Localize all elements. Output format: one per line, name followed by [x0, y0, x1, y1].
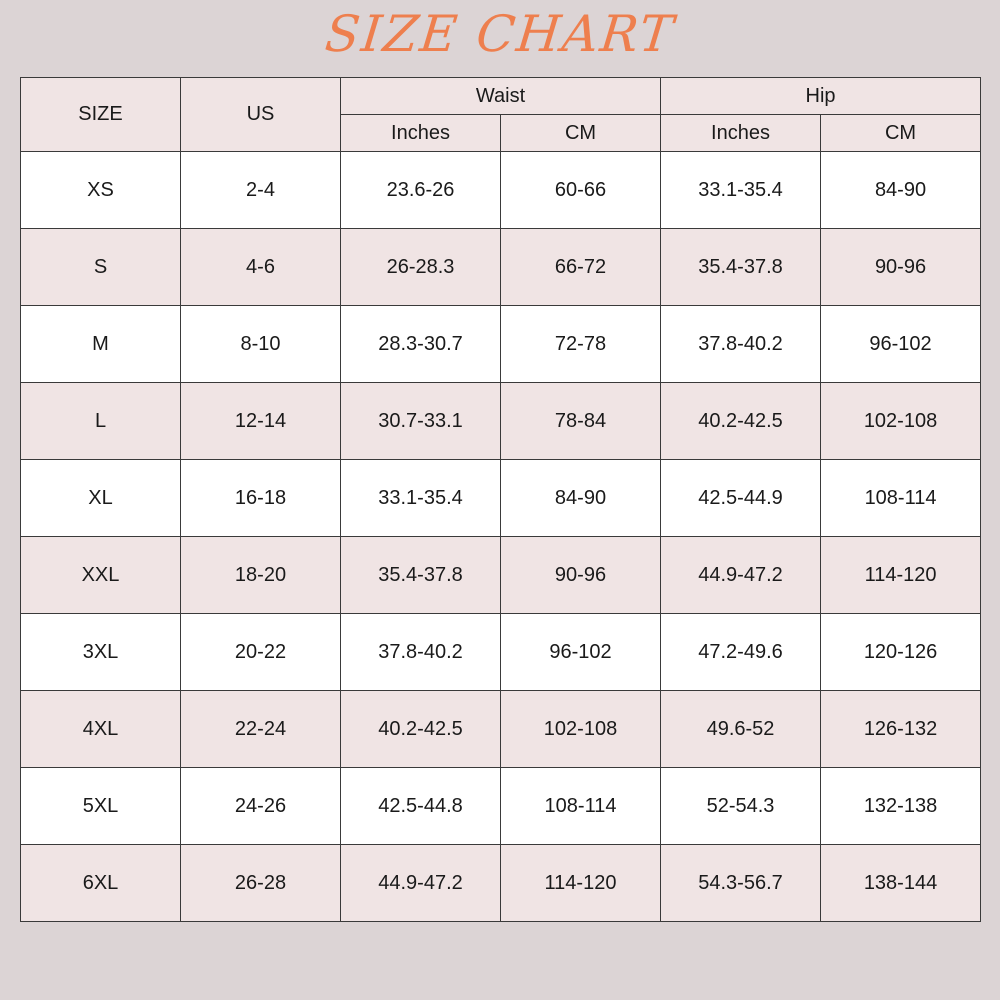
- cell-hip-inches: 40.2-42.5: [661, 383, 821, 460]
- cell-waist-inches: 23.6-26: [341, 152, 501, 229]
- cell-us: 8-10: [181, 306, 341, 383]
- cell-size: M: [21, 306, 181, 383]
- table-row: [21, 845, 981, 922]
- header-waist-inches: Inches: [341, 115, 501, 152]
- cell-size: L: [21, 383, 181, 460]
- header-waist-cm: CM: [501, 115, 661, 152]
- cell-hip-inches: 49.6-52: [661, 691, 821, 768]
- cell-us: 16-18: [181, 460, 341, 537]
- cell-hip-cm: 120-126: [821, 614, 981, 691]
- header-us: US: [181, 78, 341, 152]
- cell-size: XL: [21, 460, 181, 537]
- page-title: SIZE CHART: [322, 5, 678, 63]
- cell-waist-inches: 30.7-33.1: [341, 383, 501, 460]
- cell-waist-inches: 44.9-47.2: [341, 845, 501, 922]
- cell-hip-inches: 52-54.3: [661, 768, 821, 845]
- cell-waist-cm: 90-96: [501, 537, 661, 614]
- cell-waist-cm: 114-120: [501, 845, 661, 922]
- header-waist: Waist: [341, 78, 661, 115]
- cell-size: 5XL: [21, 768, 181, 845]
- cell-waist-cm: 66-72: [501, 229, 661, 306]
- table-body: [21, 152, 981, 922]
- cell-us: 12-14: [181, 383, 341, 460]
- cell-waist-cm: 108-114: [501, 768, 661, 845]
- cell-size: XS: [21, 152, 181, 229]
- cell-waist-inches: 37.8-40.2: [341, 614, 501, 691]
- table-row: [21, 460, 981, 537]
- cell-size: 4XL: [21, 691, 181, 768]
- header-hip-inches: Inches: [661, 115, 821, 152]
- cell-waist-cm: 84-90: [501, 460, 661, 537]
- cell-waist-cm: 78-84: [501, 383, 661, 460]
- header-hip-cm: CM: [821, 115, 981, 152]
- cell-hip-cm: 90-96: [821, 229, 981, 306]
- cell-waist-cm: 72-78: [501, 306, 661, 383]
- table-row: [21, 537, 981, 614]
- cell-waist-inches: 28.3-30.7: [341, 306, 501, 383]
- cell-size: 6XL: [21, 845, 181, 922]
- cell-us: 18-20: [181, 537, 341, 614]
- cell-hip-inches: 37.8-40.2: [661, 306, 821, 383]
- cell-waist-inches: 40.2-42.5: [341, 691, 501, 768]
- cell-hip-cm: 138-144: [821, 845, 981, 922]
- cell-size: XXL: [21, 537, 181, 614]
- cell-hip-inches: 47.2-49.6: [661, 614, 821, 691]
- cell-hip-cm: 84-90: [821, 152, 981, 229]
- cell-waist-inches: 33.1-35.4: [341, 460, 501, 537]
- table-row: [21, 152, 981, 229]
- cell-hip-inches: 33.1-35.4: [661, 152, 821, 229]
- table-row: [21, 306, 981, 383]
- table-header: [21, 78, 981, 152]
- cell-waist-inches: 26-28.3: [341, 229, 501, 306]
- table-row: [21, 691, 981, 768]
- cell-hip-inches: 44.9-47.2: [661, 537, 821, 614]
- cell-waist-cm: 60-66: [501, 152, 661, 229]
- cell-us: 2-4: [181, 152, 341, 229]
- table-row: [21, 614, 981, 691]
- table-row: [21, 768, 981, 845]
- cell-hip-cm: 114-120: [821, 537, 981, 614]
- cell-size: 3XL: [21, 614, 181, 691]
- header-hip: Hip: [661, 78, 981, 115]
- table-row: [21, 383, 981, 460]
- cell-hip-inches: 54.3-56.7: [661, 845, 821, 922]
- cell-us: 26-28: [181, 845, 341, 922]
- cell-waist-cm: 102-108: [501, 691, 661, 768]
- cell-hip-cm: 102-108: [821, 383, 981, 460]
- cell-hip-cm: 96-102: [821, 306, 981, 383]
- cell-us: 20-22: [181, 614, 341, 691]
- cell-hip-cm: 126-132: [821, 691, 981, 768]
- cell-us: 4-6: [181, 229, 341, 306]
- table-row: [21, 229, 981, 306]
- cell-hip-inches: 42.5-44.9: [661, 460, 821, 537]
- header-size: SIZE: [21, 78, 181, 152]
- cell-waist-cm: 96-102: [501, 614, 661, 691]
- cell-hip-cm: 108-114: [821, 460, 981, 537]
- cell-hip-cm: 132-138: [821, 768, 981, 845]
- cell-us: 22-24: [181, 691, 341, 768]
- cell-waist-inches: 42.5-44.8: [341, 768, 501, 845]
- cell-size: S: [21, 229, 181, 306]
- cell-hip-inches: 35.4-37.8: [661, 229, 821, 306]
- cell-us: 24-26: [181, 768, 341, 845]
- cell-waist-inches: 35.4-37.8: [341, 537, 501, 614]
- size-chart-table: [20, 77, 981, 922]
